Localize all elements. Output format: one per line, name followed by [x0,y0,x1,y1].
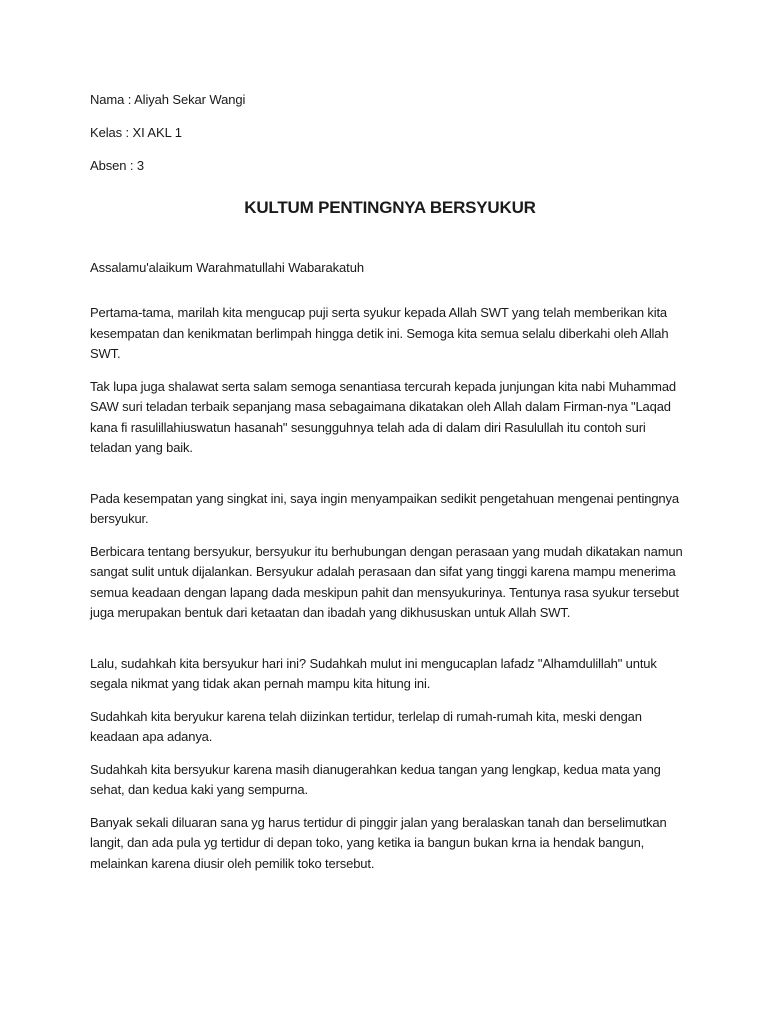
paragraph-shalawat: Tak lupa juga shalawat serta salam semoga senantiasa tercurah kepada junjungan kita nabi Muhammad SAW suri teladan terbaik sepanjang masa sebagaimana dikatakan oleh Allah dalam Firman-nya "Laqad kana fi rasulillahiuswatun hasanah" sesungguhnya telah ada di dalam diri Rasulullah itu contoh suri teladan yang baik. [90,378,676,455]
document-title: KULTUM PENTINGNYA BERSYUKUR [244,198,536,217]
paragraph-opening: Pertama-tama, marilah kita mengucap puji serta syukur kepada Allah SWT yang telah memberikan kita kesempatan dan kenikmatan berlimpah hingga detik ini. Semoga kita semua selalu diberkahi oleh Allah SWT. [90,305,669,361]
student-name: Nama : Aliyah Sekar Wangi [90,92,246,107]
document-page [90,91,690,874]
paragraph-sleep: Sudahkah kita beryukur karena telah diizinkan tertidur, terlelap di rumah-rumah kita, meski dengan keadaan apa adanya. [90,708,642,744]
opening-greeting: Assalamu'alaikum Warahmatullahi Wabarakatuh [90,260,364,275]
paragraph-homeless: Banyak sekali diluaran sana yg harus tertidur di pinggir jalan yang beralaskan tanah dan berselimutkan langit, dan ada pula yg tertidur di depan toko, yang ketika ia bangun bukan krna ia hendak bangun, melainkan karena diusir oleh pemilik toko tersebut. [90,814,667,871]
student-class: Kelas : XI AKL 1 [90,125,182,140]
paragraph-intro: Pada kesempatan yang singkat ini, saya ingin menyampaikan sedikit pengetahuan mengenai pentingnya bersyukur. [90,490,679,526]
paragraph-question: Lalu, sudahkah kita bersyukur hari ini? Sudahkah mulut ini mengucaplan lafadz "Alhamdulillah" untuk segala nikmat yang tidak akan pernah mampu kita hitung ini. [90,655,657,691]
paragraph-body: Sudahkah kita bersyukur karena masih dianugerahkan kedua tangan yang lengkap, kedua mata yang sehat, dan kedua kaki yang sempurna. [90,761,661,797]
paragraph-bersyukur: Berbicara tentang bersyukur, bersyukur itu berhubungan dengan perasaan yang mudah dikatakan namun sangat sulit untuk dijalankan. Bersyukur adalah perasaan dan sifat yang tinggi karena mampu menerima semua keadaan dengan lapang dada meskipun pahit dan mensyukurinya. Tentunya rasa syukur tersebut juga merupakan bentuk dari ketaatan dan ibadah yang dikhususkan untuk Allah SWT. [90,543,683,620]
student-number: Absen : 3 [90,158,145,173]
